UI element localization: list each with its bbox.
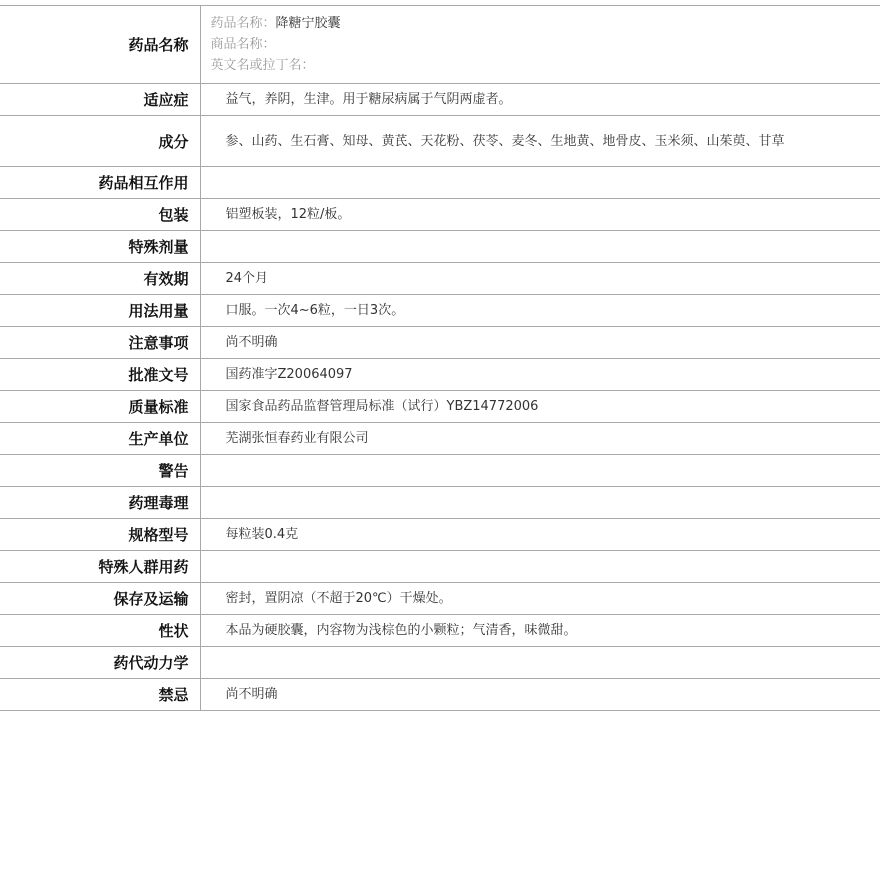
row-value [200, 231, 880, 263]
latin-name-key: 英文名或拉丁名： [210, 58, 315, 73]
row-label: 规格型号 [0, 519, 200, 551]
table-row [0, 199, 880, 231]
row-value: 口服。一次4~6粒，一日3次。 [200, 295, 880, 327]
row-label: 药理毒理 [0, 487, 200, 519]
row-label: 警告 [0, 455, 200, 487]
table-row [0, 679, 880, 711]
row-value [200, 455, 880, 487]
table-row [0, 455, 880, 487]
drug-info-table [0, 5, 880, 711]
table-row [0, 84, 880, 116]
row-value: 铝塑板装，12粒/板。 [200, 199, 880, 231]
row-label: 成分 [0, 116, 200, 167]
row-label: 生产单位 [0, 423, 200, 455]
row-label: 药代动力学 [0, 647, 200, 679]
drug-name-value: 降糖宁胶囊 [275, 16, 341, 31]
row-label: 保存及运输 [0, 583, 200, 615]
table-row [0, 167, 880, 199]
table-row [0, 423, 880, 455]
table-row [0, 583, 880, 615]
row-value: 尚不明确 [200, 327, 880, 359]
table-row [0, 359, 880, 391]
row-label: 禁忌 [0, 679, 200, 711]
table-row [0, 615, 880, 647]
row-label: 质量标准 [0, 391, 200, 423]
row-value: 24个月 [200, 263, 880, 295]
row-label: 药品名称 [0, 6, 200, 84]
row-label: 适应症 [0, 84, 200, 116]
table-row [0, 519, 880, 551]
drug-name-key: 药品名称： [210, 16, 276, 31]
row-label: 有效期 [0, 263, 200, 295]
row-value [200, 487, 880, 519]
row-value: 芜湖张恒春药业有限公司 [200, 423, 880, 455]
row-value [200, 167, 880, 199]
table-row [0, 263, 880, 295]
row-label: 批准文号 [0, 359, 200, 391]
drug-info-table-body [0, 6, 880, 711]
table-row [0, 487, 880, 519]
trade-name-line [211, 34, 880, 55]
row-value: 尚不明确 [200, 679, 880, 711]
table-row [0, 551, 880, 583]
drug-name-details [200, 6, 880, 84]
row-value [200, 647, 880, 679]
table-row [0, 327, 880, 359]
row-value: 益气，养阴，生津。用于糖尿病属于气阴两虚者。 [200, 84, 880, 116]
row-value: 国家食品药品监督管理局标准（试行）YBZ14772006 [200, 391, 880, 423]
table-row [0, 647, 880, 679]
trade-name-key: 商品名称： [210, 37, 276, 52]
row-value: 本品为硬胶囊，内容物为浅棕色的小颗粒；气清香，味微甜。 [200, 615, 880, 647]
row-value: 密封，置阴凉（不超于20℃）干燥处。 [200, 583, 880, 615]
latin-name-line [211, 55, 880, 76]
table-row [0, 231, 880, 263]
row-label: 特殊剂量 [0, 231, 200, 263]
row-value: 参、山药、生石膏、知母、黄芪、天花粉、茯苓、麦冬、生地黄、地骨皮、玉米须、山茱萸、甘草 [200, 116, 880, 167]
row-label: 特殊人群用药 [0, 551, 200, 583]
row-label: 药品相互作用 [0, 167, 200, 199]
table-row [0, 391, 880, 423]
row-label: 注意事项 [0, 327, 200, 359]
drug-name-line [211, 13, 880, 34]
row-label: 包装 [0, 199, 200, 231]
table-row-drug-name [0, 6, 880, 84]
table-row [0, 116, 880, 167]
row-label: 用法用量 [0, 295, 200, 327]
row-value: 国药准字Z20064097 [200, 359, 880, 391]
row-value [200, 551, 880, 583]
row-label: 性状 [0, 615, 200, 647]
row-value: 每粒装0.4克 [200, 519, 880, 551]
table-row [0, 295, 880, 327]
